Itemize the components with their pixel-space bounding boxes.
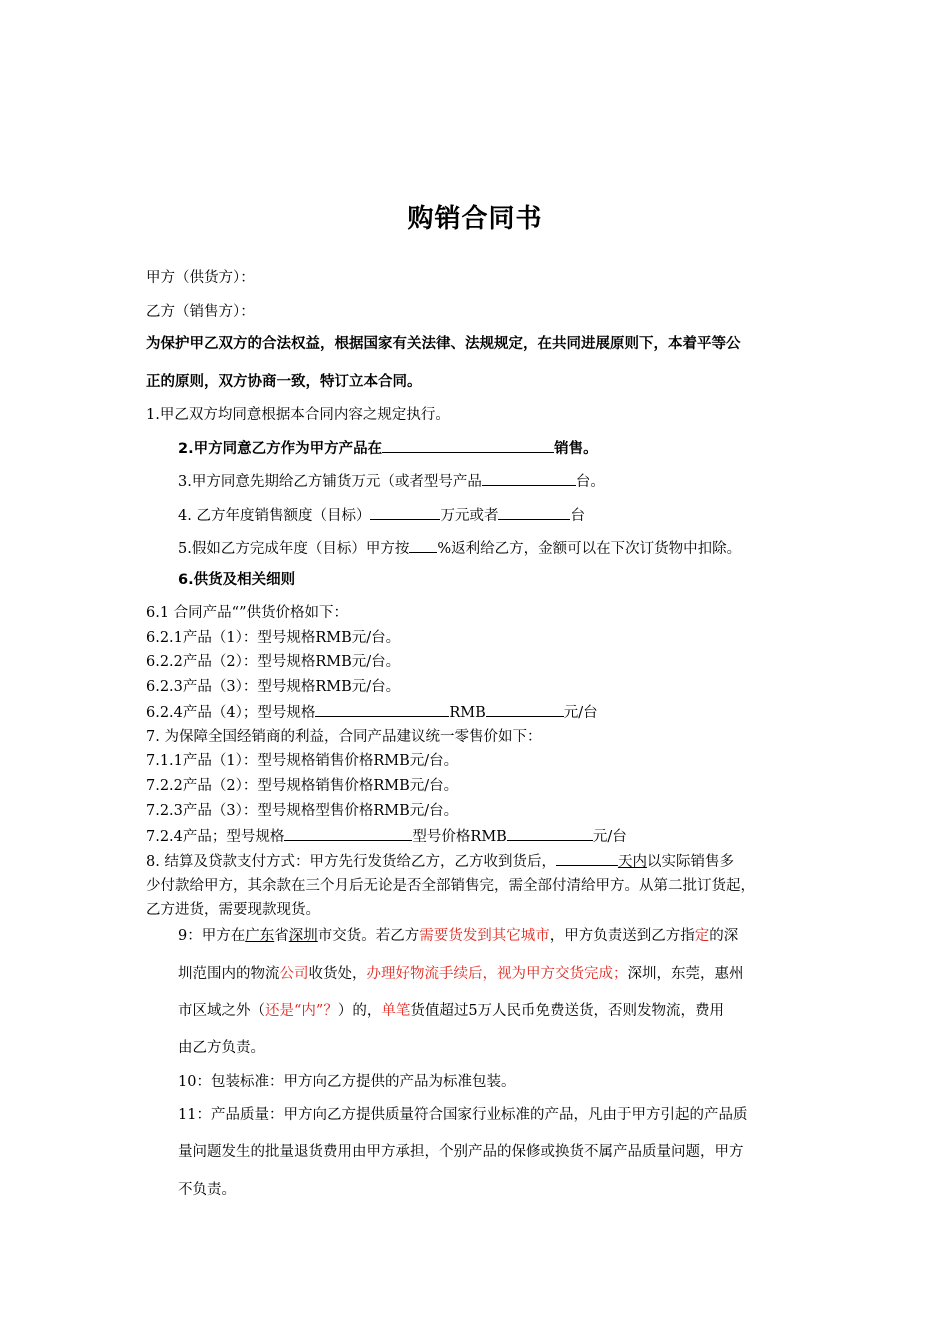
amount-blank — [370, 505, 440, 520]
clause-6-2-4-tail: 元/台 — [563, 705, 598, 721]
clause-11-line-2: 量问题发生的批量退货费用由甲方承担，个别产品的保修或换货不属产品质量问题，甲方 — [178, 1144, 744, 1160]
clause-10: 10：包装标准：甲方向乙方提供的产品为标准包装。 — [178, 1074, 516, 1090]
clause-6-2-3: 6.2.3产品（3）：型号规格RMB元/台。 — [146, 679, 401, 695]
clause-9-line-2 — [178, 964, 744, 984]
clause-3-tail: 台。 — [575, 474, 605, 490]
clause-9-2-text-e: 深圳，东莞，惠州 — [627, 966, 744, 982]
clause-11-line-3: 不负责。 — [178, 1182, 236, 1198]
clause-9-red-b: 定 — [694, 928, 710, 944]
retail-model-blank — [284, 826, 412, 841]
province-value: 广东 — [245, 928, 275, 944]
clause-2-tail: 销售。 — [554, 441, 598, 457]
clause-9-3-text-e: 货值超过5万人民币免费送货，否则发物流，费用 — [410, 1003, 725, 1019]
clause-9-2-text-c: 收货处， — [308, 966, 367, 982]
model-blank — [315, 702, 449, 717]
rebate-blank — [409, 538, 437, 553]
clause-7-1-1: 7.1.1产品（1）：型号规格销售价格RMB元/台。 — [146, 753, 459, 769]
clause-8-line-3: 乙方进货，需要现款现货。 — [146, 902, 320, 918]
city-value: 深圳 — [288, 928, 318, 944]
clause-2 — [178, 438, 598, 459]
clause-3-text: 3.甲方同意先期给乙方铺货万元（或者型号产品 — [178, 474, 482, 490]
clause-8-line-1 — [146, 851, 734, 872]
clause-5-tail: %返利给乙方，金额可以在下次订货物中扣除。 — [437, 541, 742, 557]
document-title: 购销合同书 — [407, 204, 543, 234]
clause-6-1: 6.1 合同产品“”供货价格如下： — [146, 605, 348, 621]
clause-9-3-red-b: 单笔 — [381, 1003, 411, 1019]
clause-6-2-2: 6.2.2产品（2）：型号规格RMB元/台。 — [146, 654, 401, 670]
units-blank — [482, 471, 576, 486]
clause-9-2-text-a: 圳范围内的物流 — [178, 966, 280, 982]
clause-6-2-4 — [146, 702, 598, 723]
clause-9-line-3 — [178, 1001, 724, 1021]
clause-7-2-3: 7.2.3产品（3）：型号规格型售价格RMB元/台。 — [146, 803, 459, 819]
clause-9-3-text-a: 市区域之外（ — [178, 1003, 265, 1019]
clause-4-tail: 台 — [570, 508, 585, 524]
clause-2-text: 2.甲方同意乙方作为甲方产品在 — [178, 441, 383, 457]
clause-5 — [178, 538, 741, 559]
clause-7-2-4 — [146, 826, 627, 847]
clause-4-mid: 万元或者 — [440, 508, 499, 524]
preamble-line-1: 为保护甲乙双方的合法权益，根据国家有关法律、法规规定，在共同进展原则下，本着平等公 — [146, 336, 741, 352]
clause-6-2-4-rmb: RMB — [449, 705, 486, 721]
clause-5-text: 5.假如乙方完成年度（目标）甲方按 — [178, 541, 410, 557]
clause-9-2-red-b: 办理好物流手续后，视为甲方交货完成； — [366, 966, 628, 982]
price-blank — [486, 702, 564, 717]
clause-7-2-4-tail: 元/台 — [592, 829, 627, 845]
clause-9-text-c: 省 — [274, 928, 289, 944]
clause-4 — [178, 505, 585, 526]
region-blank — [382, 438, 554, 453]
clause-4-text: 4. 乙方年度销售额度（目标） — [178, 508, 371, 524]
clause-3 — [178, 471, 605, 492]
clause-9-line-1 — [178, 926, 738, 946]
preamble-line-2: 正的原则，双方协商一致，特订立本合同。 — [146, 374, 422, 390]
clause-9-text-i: 的深 — [709, 928, 739, 944]
clause-9-3-red-a: 还是“内”？ — [265, 1003, 338, 1019]
clause-7: 7. 为保障全国经销商的利益，合同产品建议统一零售价如下： — [146, 729, 542, 745]
clause-7-2-4-text: 7.2.4产品；型号规格 — [146, 829, 285, 845]
clause-9-text-g: ，甲方负责送到乙方指 — [549, 928, 695, 944]
units-target-blank — [498, 505, 570, 520]
clause-7-2-4-mid: 型号价格RMB — [412, 829, 507, 845]
clause-6-2-4-text: 6.2.4产品（4）；型号规格 — [146, 705, 316, 721]
clause-8-text: 8. 结算及贷款支付方式：甲方先行发货给乙方，乙方收到货后， — [146, 854, 556, 870]
clause-9-3-text-c: ）的， — [337, 1003, 382, 1019]
clause-6-heading: 6.供货及相关细则 — [178, 572, 296, 588]
party-a-line: 甲方（供货方）： — [146, 270, 255, 286]
retail-price-blank — [507, 826, 593, 841]
clause-8-tail: 以实际销售多 — [646, 854, 734, 870]
clause-9-red-a: 需要货发到其它城市 — [419, 928, 550, 944]
clause-6-2-1: 6.2.1产品（1）：型号规格RMB元/台。 — [146, 630, 401, 646]
clause-9-line-4: 由乙方负责。 — [178, 1040, 265, 1056]
clause-1: 1.甲乙双方均同意根据本合同内容之规定执行。 — [146, 407, 450, 423]
clause-8-line-2: 少付款给甲方，其余款在三个月后无论是否全部销售完，需全部付清给甲方。从第二批订货起， — [146, 878, 755, 894]
days-blank — [556, 851, 618, 866]
clause-7-2-2: 7.2.2产品（2）：型号规格销售价格RMB元/台。 — [146, 778, 459, 794]
clause-11-line-1: 11：产品质量：甲方向乙方提供质量符合国家行业标准的产品，凡由于甲方引起的产品质 — [178, 1107, 748, 1123]
clause-9-text-e: 市交货。若乙方 — [317, 928, 420, 944]
clause-8-days: 天内 — [617, 854, 647, 870]
party-b-line: 乙方（销售方）： — [146, 304, 255, 320]
clause-9-2-red-a: 公司 — [279, 966, 309, 982]
clause-9-text-a: 9：甲方在 — [178, 928, 246, 944]
